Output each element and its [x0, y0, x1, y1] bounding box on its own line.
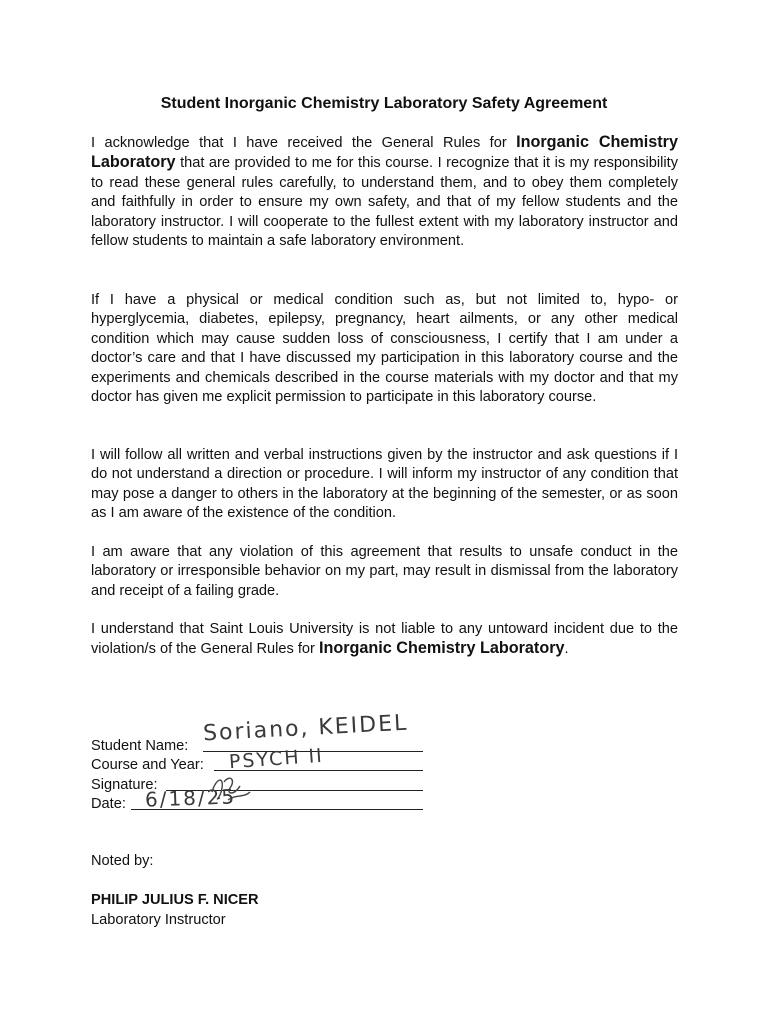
instructor-role: Laboratory Instructor: [91, 912, 226, 928]
p1-text-a: I acknowledge that I have received the General Rules for: [91, 135, 517, 151]
p5-course-name: Inorganic Chemistry Laboratory: [318, 639, 565, 658]
course-year-handwriting: PSYCH II: [228, 745, 325, 774]
document-title: Student Inorganic Chemistry Laboratory Safety Agreement: [160, 95, 608, 112]
course-year-label: Course and Year:: [91, 757, 204, 774]
student-name-handwriting: Soriano, KEIDEL: [202, 710, 409, 747]
signature-label: Signature:: [91, 776, 158, 793]
p5-text-a: I understand that Saint Louis University is not liable to any untoward incident due to the violation/s of the General Rules for: [91, 621, 678, 658]
student-name-label: Student Name:: [91, 738, 189, 754]
paragraph-instructions: I will follow all written and verbal instructions given by the instructor and ask questions if I do not understand a direction or procedure. I will inform my instructor of any condition that may pose a danger to others in the laboratory at the beginning of the semester, or as soon as I am aware of the existence of the condition.: [91, 447, 678, 522]
p5-text-b: .: [564, 641, 569, 658]
p1-course-name: Inorganic Chemistry Laboratory: [91, 133, 678, 172]
paragraph-medical-condition: If I have a physical or medical condition such as, but not limited to, hypo- or hyperglycemia, diabetes, epilepsy, pregnancy, heart ailments, or any other medical condition which may cause sudden loss of consciousness, I certify that I am under a doctor’s care and that I have discussed my participation in this laboratory course and the experiments and chemicals described in the course materials with my doctor and that my doctor has given me explicit permission to participate in this laboratory course.: [91, 292, 678, 406]
student-info-form: [91, 710, 511, 815]
instructor-name: PHILIP JULIUS F. NICER: [91, 892, 259, 908]
paragraph-liability: [91, 620, 678, 660]
date-label: Date:: [91, 796, 126, 813]
p1-text-b: that are provided to me for this course. I recognize that it is my responsibility to read these general rules carefully, to understand them, and to obey them completely and faithfully in order to ensure my own safety, and that of my fellow students and the laboratory instructor. I will cooperate to the fullest extent with my laboratory instructor and fellow students to maintain a safe laboratory environment.: [91, 155, 678, 250]
paragraph-acknowledgement: [91, 133, 678, 251]
date-handwriting: 6/18/25: [144, 784, 237, 812]
paragraph-violation: I am aware that any violation of this agreement that results to unsafe conduct in the laboratory or irresponsible behavior on my part, may result in dismissal from the laboratory and receipt of a failing grade.: [91, 544, 678, 599]
noted-by-label: Noted by:: [91, 853, 154, 869]
